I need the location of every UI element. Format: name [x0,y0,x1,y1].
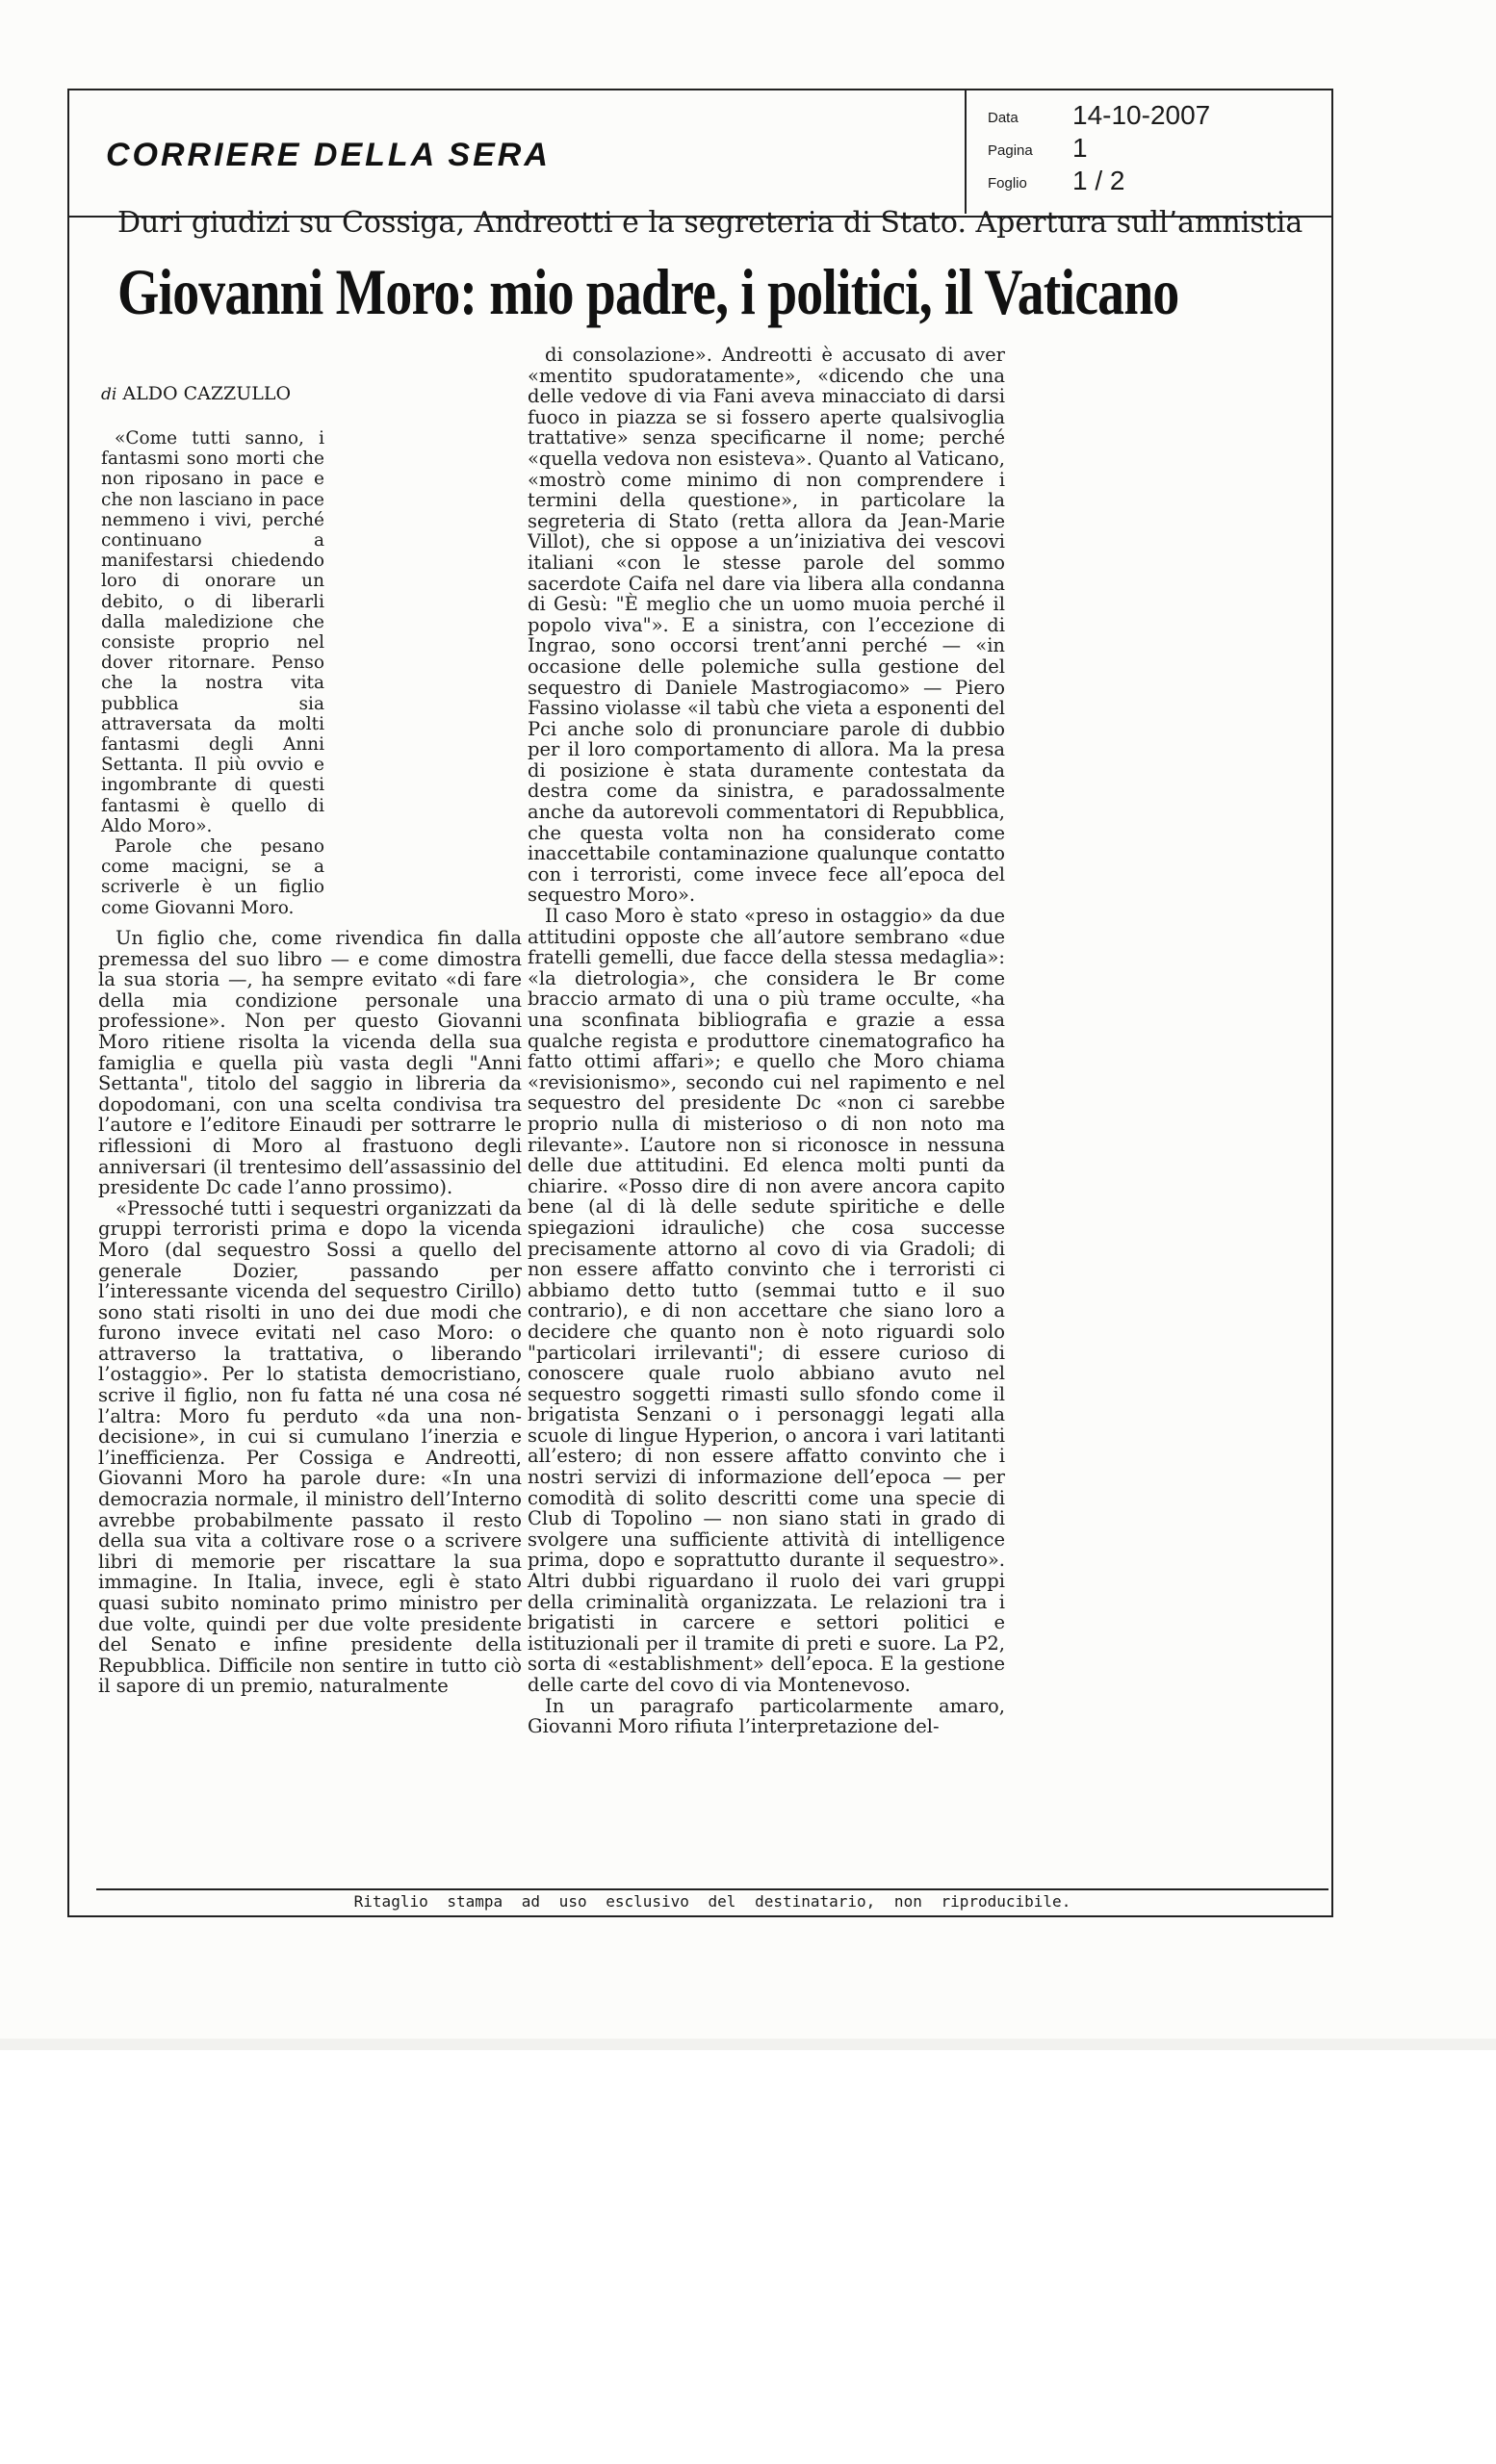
masthead: CORRIERE DELLA SERA [106,137,551,173]
left-column [98,928,522,1697]
body-paragraph: «Pressoché tutti i sequestri organizzati da gruppi terroristi prima e dopo la vicenda Moro (dal sequestro Sossi a quello del generale Dozier, passando per l’interessante vicenda del sequestro Cirillo) sono stati risolti in uno dei due modi che furono invece evitati nel caso Moro: o attraverso la trattativa, o liberando l’ostaggio». Per lo statista democristiano, scrive il figlio, non fu fatta né una cosa né l’altra: Moro fu perduto «da una non-decisione», in cui si cumulano l’inerzia e l’inefficienza. Per Cossiga e Andreotti, Giovanni Moro ha parole dure: «In una democrazia normale, il ministro dell’Interno avrebbe probabilmente passato il resto della sua vita a coltivare rose o a scrivere libri di memorie per riscattare la sua immagine. In Italia, invece, egli è stato quasi subito nominato primo ministro per due volte, quindi per due volte presidente del Senato e infine presidente della Repubblica. Difficile non sentire in tutto ciò il sapore di un premio, naturalmente [98,1196,522,1698]
byline [101,383,291,404]
header-row [69,90,1331,218]
meta-foglio-label: Foglio [988,175,1027,192]
intro-column [101,428,324,918]
headline: Giovanni Moro: mio padre, i politici, il Vaticano [117,255,1179,328]
byline-prefix: di [101,385,117,404]
footer-notice: Ritaglio stampa ad uso esclusivo del destinatario, non riproducibile. [353,1892,1071,1911]
body-paragraph: Il caso Moro è stato «preso in ostaggio» da due attitudini opposte che all’autore sembrano «due fratelli gemelli, due facce della stessa medaglia»: «la dietrologia», che considera le Br come braccio armato di una o più trame occulte, «ha una sconfinata bibliografia e grazie a essa qualche regista e produttore cinematografico ha fatto ottimi affari»; e quello che Moro chiama «revisionismo», secondo cui nel rapimento e nel sequestro del presidente Dc «non ci sarebbe proprio nulla di misterioso o di non noto ma rilevante». L’autore non si riconosce in nessuna delle due attitudini. Ed elenca molti punti da chiarire. «Posso dire di non avere ancora capito bene (al di là delle sedute spiritiche e delle spiegazioni idrauliche) che cosa successe precisamente attorno al covo di via Gradoli; di non essere affatto convinto che i terroristi ci abbiamo detto tutto (semmai tutto e il suo contrario), e di non accettare che siano loro a decidere che quanto non è noto riguardi solo "particolari irrilevanti"; di essere curioso di conoscere quale ruolo abbiano avuto nel sequestro soggetti rimasti sullo sfondo come il brigatista Senzani o i personaggi legati alla scuole di lingue Hyperion, o ancora i vari latitanti all’estero; di non essere affatto convinto che i nostri servizi di informazione dell’epoca — per comodità di solito descritti come una specie di Club di Topolino — non siano stati in grado di svolgere una sufficiente attività di intelligence prima, dopo e soprattutto durante il sequestro». Altri dubbi riguardano il ruolo dei vari gruppi della criminalità organizzata. Le relazioni tra i brigatisti in carcere e settori politici e istituzionali per il tramite di preti e suore. La P2, sorta di «establishment» dell’epoca. E la gestione delle carte del covo di via Montenevoso. [528,905,1005,1696]
kicker: Duri giudizi su Cossiga, Andreotti e la segreteria di Stato. Apertura sull’amnistia [117,206,1303,240]
byline-author: ALDO CAZZULLO [122,383,292,404]
intro-paragraph: «Come tutti sanno, i fantasmi sono morti che non riposano in pace e che non lasciano in pace nemmeno i vivi, perché continuano a manifestarsi chiedendo loro di onorare un debito, o di liberarli dalla maledizione che consiste proprio nel dover ritornare. Penso che la nostra vita pubblica sia attraversata da molti fantasmi degli Anni Settanta. Il più ovvio e ingombrante di questi fantasmi è quello di Aldo Moro». [101,428,324,836]
intro-paragraph: Parole che pesano come macigni, se a scriverle è un figlio come Giovanni Moro. [101,836,324,918]
meta-pagina-label: Pagina [988,142,1033,159]
meta-data-label: Data [988,110,1019,126]
meta-box [965,90,1335,214]
body-paragraph: di consolazione». Andreotti è accusato di aver «mentito spudoratamente», «dicendo che una delle vedove di via Fani aveva minacciato di darsi fuoco in piazza se si fossero aperte qualsivoglia trattative» senza specificarne il nome; perché «quella vedova non esisteva». Quanto al Vaticano, «mostrò come minimo di non comprendere i termini della questione», in particolare la segreteria di Stato (retta allora da Jean-Marie Villot), che si oppose a un’iniziativa dei vescovi italiani «con le stesse parole del sommo sacerdote Caifa nel dare via libera alla condanna di Gesù: "È meglio che un uomo muoia perché il popolo viva"». E a sinistra, con l’eccezione di Ingrao, sono occorsi trent’anni perché — «in occasione delle polemiche sulla gestione del sequestro di Daniele Mastrogiacomo» — Piero Fassino violasse «il tabù che vieta a esponenti del Pci anche solo di pronunciare parole di dubbio per il loro comportamento di allora. Ma la presa di posizione è stata duramente contestata da destra come da sinistra, e paradossalmente anche da autorevoli commentatori di Repubblica, che questa volta non ha considerato come inaccettabile contaminazione qualunque contatto con i terroristi, come invece fece all’epoca del sequestro Moro». [528,344,1005,907]
footer-rule [96,1888,1328,1890]
body-paragraph: Un figlio che, come rivendica fin dalla premessa del suo libro — e come dimostra la sua storia —, ha sempre evitato «di fare della mia condizione personale una professione». Non per questo Giovanni Moro ritiene risolta la vicenda della sua famiglia e quella più vasta degli "Anni Settanta", titolo del saggio in libreria da dopodomani, con una scelta condivisa tra l’autore e l’editore Einaudi per sottrarre le riflessioni di Moro al frastuono degli anniversari (il trentesimo dell’assassinio del presidente Dc cade l’anno prossimo). [98,927,522,1199]
body-paragraph: In un paragrafo particolarmente amaro, Giovanni Moro rifiuta l’interpretazione del- [528,1694,1005,1738]
scan-edge [0,2039,1496,2050]
meta-data-value: 14-10-2007 [1072,100,1211,130]
right-column [528,345,1005,1737]
meta-foglio-value: 1 / 2 [1072,166,1125,195]
meta-pagina-value: 1 [1072,133,1088,163]
